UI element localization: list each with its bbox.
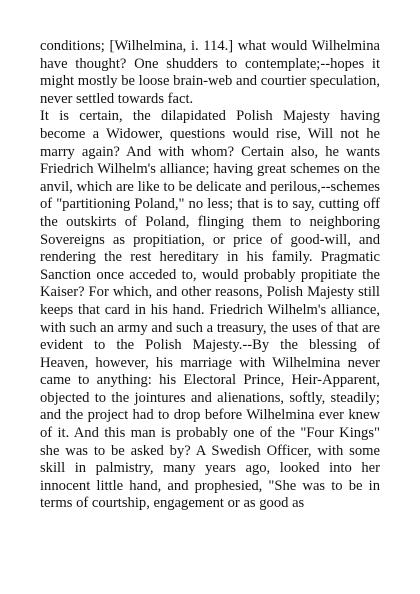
document-page bbox=[40, 38, 380, 513]
paragraph-continuation: conditions; [Wilhelmina, i. 114.] what would Wilhelmina have thought? One shudders to contemplate;--hopes it might mostly be loose brain-web and courtier speculation, never settled towards fact. bbox=[40, 38, 380, 107]
paragraph-polish-majesty: It is certain, the dilapidated Polish Majesty having become a Widower, questions would rise, Will not he marry again? And with whom? Certain also, he wants Friedrich Wilhelm's alliance; having great schemes on the anvil, which are like to be delicate and perilous,--schemes of "partitioning Poland," no less; that is to say, cutting off the outskirts of Poland, flinging them to neighboring Sovereigns as propitiation, or price of good-will, and rendering the rest hereditary in his family. Pragmatic Sanction once acceded to, would probably propitiate the Kaiser? For which, and other reasons, Polish Majesty still keeps that card in his hand. Friedrich Wilhelm's alliance, with such an army and such a treasury, the uses of that are evident to the Polish Majesty.--By the blessing of Heaven, however, his marriage with Wilhelmina never came to anything: his Electoral Prince, Heir-Apparent, objected to the jointures and alienations, softly, steadily; and the project had to drop before Wilhelmina ever knew of it. And this man is probably one of the "Four Kings" she was to be asked by? A Swedish Officer, with some skill in palmistry, many years ago, looked into her innocent little hand, and prophesied, "She was to be in terms of courtship, engagement or as good as bbox=[40, 108, 380, 512]
